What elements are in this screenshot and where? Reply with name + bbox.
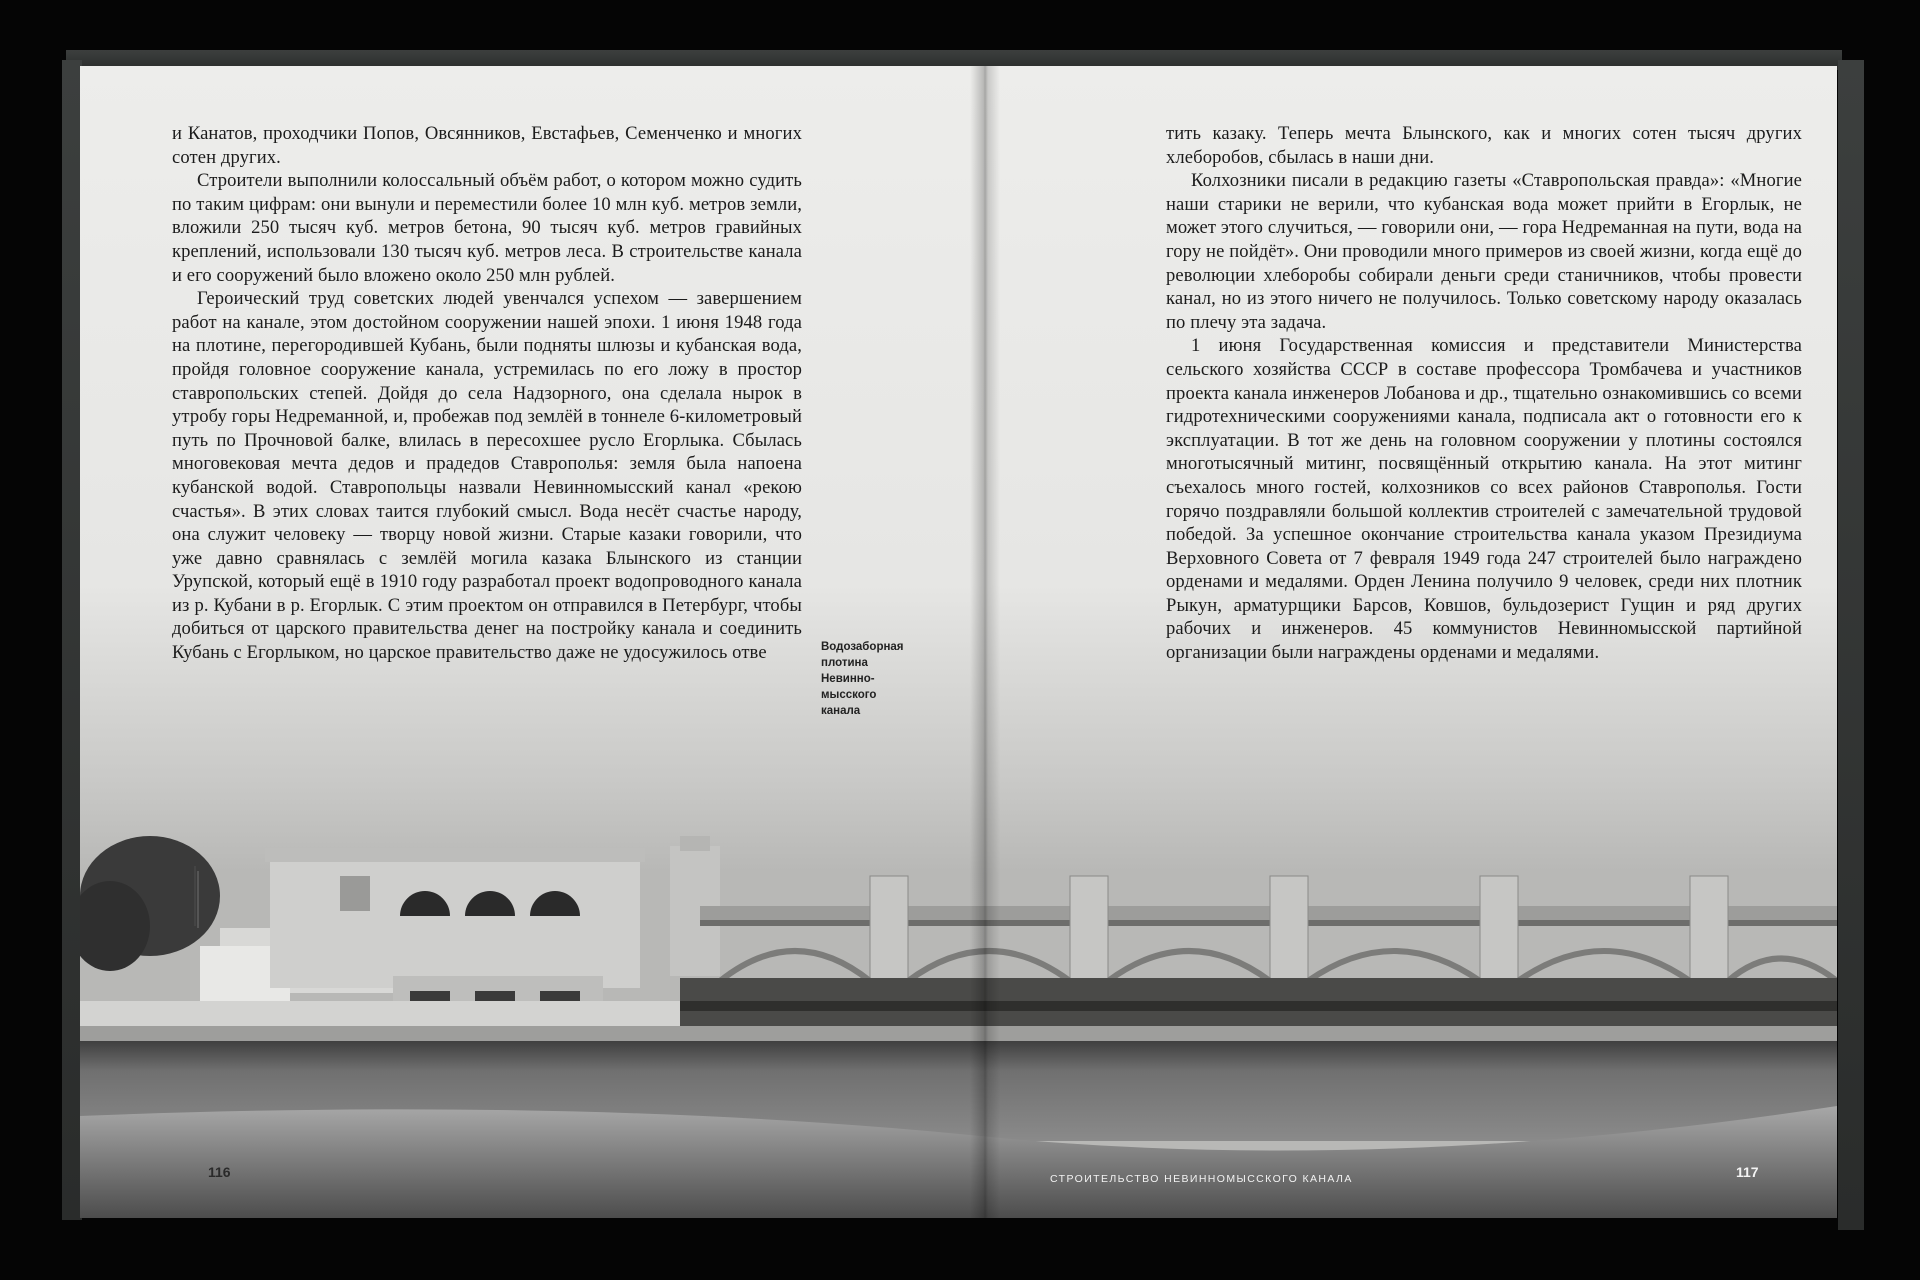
- running-head: СТРОИТЕЛЬСТВО НЕВИННОМЫССКОГО КАНАЛА: [1050, 1173, 1353, 1185]
- left-paragraph: Героический труд советских людей увенчался успехом — завершением работ на канале, этом достойном сооружении нашей эпохи. 1 июня 1948 года на плотине, перегородившей Кубань, были подняты шлюзы и кубанская вода, пройдя головное сооружение канала, устремилась по его ложу в простор ставропольских степей. Дойдя до села Надзорного, она сделала нырок в утробу горы Недреманной, и, пробежав под землёй в тоннеле 6-километровый путь по Прочновой балке, влилась в пересохшее русло Егорлыка. Сбылась многовековая мечта дедов и прадедов Ставрополья: земля была напоена кубанской водой. Ставропольцы назвали Невинномысский канал «рекою счастья». В этих словах таится глубокий смысл. Вода несёт счастье народу, она служит человеку — творцу новой жизни. Старые казаки говорили, что уже давно сравнялась с землёй могила казака Блынского из станции Урупской, который ещё в 1910 году разработал проект водопроводного канала из р. Кубани в р. Егорлык. С этим проектом он отправился в Петербург, чтобы добиться от царского правительства денег на постройку канала и соединить Кубань с Егорлыком, но царское правительство даже не удосужилось отве: [172, 288, 802, 664]
- book-cover-right-edge: [1838, 60, 1864, 1230]
- right-paragraph: Колхозники писали в редакцию газеты «Ставропольская правда»: «Многие наши старики не верили, что кубанская вода может прийти в Егорлык, не может этого случиться, — говорили они, — гора Недреманная на пути, вода на гору не пойдёт». Они проводили много примеров из своей жизни, когда ещё до революции хлеборобы собирали деньги среди станичников, чтобы провести канал, но из этого ничего не получилось. Только советскому народу оказалась по плечу эта задача.: [1166, 170, 1802, 333]
- book-cover-left-edge: [62, 60, 82, 1220]
- left-page-body: [172, 122, 802, 665]
- right-paragraph: тить казаку. Теперь мечта Блынского, как и многих сотен тысяч других хлеборобов, сбылась в наши дни.: [1166, 123, 1802, 168]
- right-page-body: [1166, 122, 1802, 665]
- right-page-number: 117: [1736, 1164, 1759, 1180]
- left-paragraph: Строители выполнили колоссальный объём работ, о котором можно судить по таким цифрам: они вынули и переместили более 10 млн куб. метров земли, вложили 250 тысяч куб. метров бетона, 90 тысяч куб. метров гравийных креплений, использовали 130 тысяч куб. метров леса. В строительстве канала и его сооружений было вложено около 250 млн рублей.: [172, 170, 802, 286]
- left-page-number: 116: [208, 1164, 231, 1180]
- left-paragraph: и Канатов, проходчики Попов, Овсянников, Евстафьев, Семенченко и многих сотен других.: [172, 123, 802, 168]
- book-spread: [80, 66, 1837, 1218]
- right-paragraph: 1 июня Государственная комиссия и представители Министерства сельского хозяйства СССР в составе профессора Тромбачева и участников проекта канала инженеров Лобанова и др., тщательно ознакомившись со всеми гидротехническими сооружениями канала, подписала акт о готовности его к эксплуатации. В тот же день на головном сооружении у плотины состоялся многотысячный митинг, посвящённый открытию канала. На этот митинг съехалось много гостей, колхозников со всех районов Ставрополья. Гости горячо поздравляли большой коллектив строителей с замечательной трудовой победой. За успешное окончание строительства канала указом Президиума Верховного Совета от 7 февраля 1949 года 247 строителей было награждено орденами и медалями. Орден Ленина получило 9 человек, среди них плотник Рыкун, арматурщики Барсов, Ковшов, бульдозерист Гущин и ряд других рабочих и инженеров. 45 коммунистов Невинномысской партийной организации были награждены орденами и медалями.: [1166, 335, 1802, 664]
- photo-caption: Водозаборная плотина Невинномысского канала: [821, 641, 904, 717]
- book-gutter-shadow: [970, 66, 1000, 1218]
